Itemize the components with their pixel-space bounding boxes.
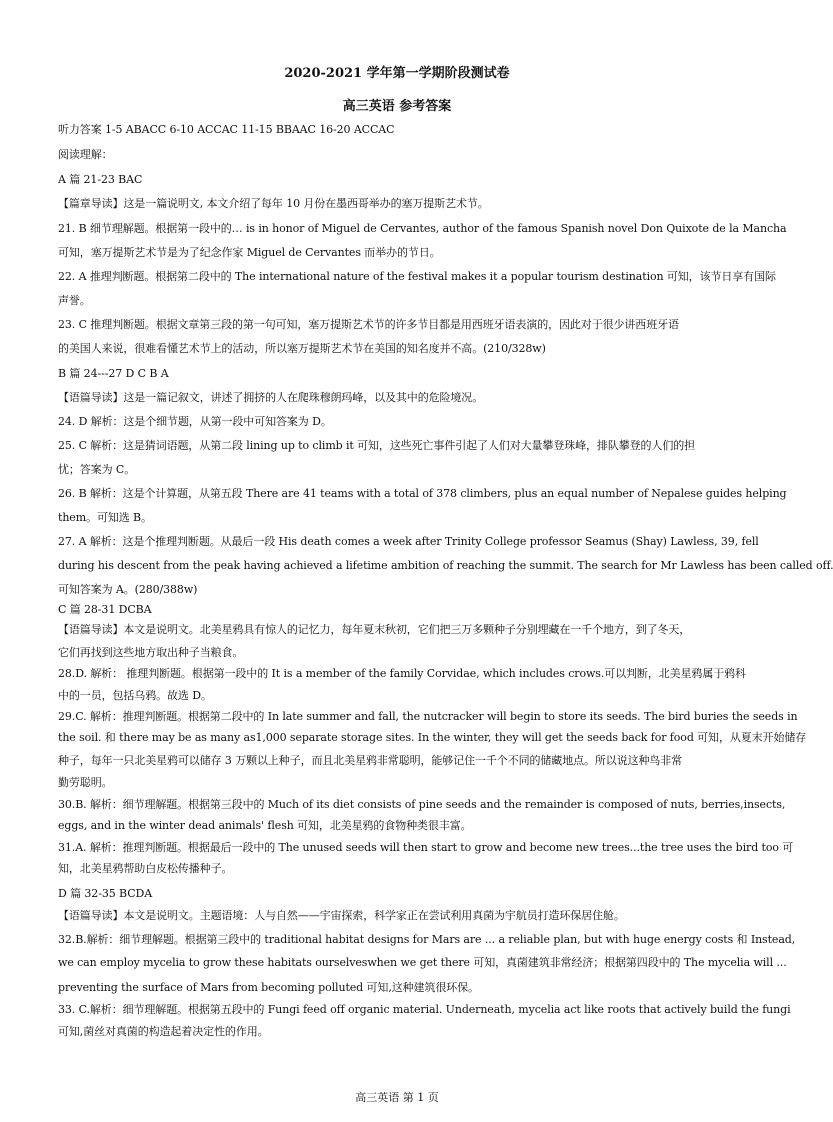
text-line: C 篇 28-31 DCBA <box>58 603 152 616</box>
text-line: we can employ mycelia to grow these habitats ourselveswhen we get there 可知，真菌建筑非常经济；根据第四段中的 The mycelia will ... <box>58 956 787 969</box>
text-line: 种子，每年一只北美星鸦可以储存 3 万颗以上种子，而且北美星鸦非常聪明，能够记住一千个不同的储藏地点。所以说这种鸟非常 <box>58 754 683 767</box>
text-line: 可知，塞万提斯艺术节是为了纪念作家 Miguel de Cervantes 而举办的节日。 <box>58 246 441 259</box>
text-line: 【语篇导读】这是一篇记叙文，讲述了拥挤的人在爬珠穆朗玛峰，以及其中的危险境况。 <box>58 391 484 404</box>
text-line: 忧；答案为 C。 <box>58 463 136 476</box>
text-line: 知，北美星鸦帮助白皮松传播种子。 <box>58 862 233 875</box>
text-line: 26. B 解析：这是个计算题，从第五段 There are 41 teams with a total of 378 climbers, plus an equal number of Nepalese guides helping <box>58 487 787 500</box>
text-line: 25. C 解析：这是猜词语题，从第二段 lining up to climb it 可知，这些死亡事件引起了人们对大量攀登珠峰，排队攀登的人们的担 <box>58 439 696 452</box>
text-line: 24. D 解析：这是个细节题，从第一段中可知答案为 D。 <box>58 415 332 428</box>
text-line: 30.B. 解析：细节理解题。根据第三段中的 Much of its diet consists of pine seeds and the remainder is composed of nuts, berries,insects, <box>58 798 786 811</box>
text-line: D 篇 32-35 BCDA <box>58 887 153 900</box>
text-line: 29.C. 解析：推理判断题。根据第二段中的 In late summer and fall, the nutcracker will begin to store its seeds. The bird buries the seeds in <box>58 710 798 723</box>
text-line: 21. B 细节理解题。根据第一段中的… is in honor of Miguel de Cervantes, author of the famous Spanish novel Don Quixote de la Mancha <box>58 222 787 235</box>
text-line: 它们再找到这些地方取出种子当粮食。 <box>58 646 244 659</box>
text-line: 32.B.解析：细节理解题。根据第三段中的 traditional habitat designs for Mars are ... a reliable plan, but with huge energy costs 和 Instead, <box>58 933 796 946</box>
text-line: 22. A 推理判断题。根据第二段中的 The international nature of the festival makes it a popular tourism destination 可知，该节日享有国际 <box>58 270 776 283</box>
document-title: 2020-2021 学年第一学期阶段测试卷 <box>284 66 510 81</box>
text-line: 勤劳聪明。 <box>58 776 113 789</box>
page-footer: 高三英语 第 1 页 <box>355 1091 439 1104</box>
text-line: 33. C.解析：细节理解题。根据第五段中的 Fungi feed off organic material. Underneath, mycelia act like roots that actively build the fungi <box>58 1003 791 1016</box>
text-line: them。可知选 B。 <box>58 511 152 524</box>
text-line: B 篇 24---27 D C B A <box>58 367 169 380</box>
text-line: 【语篇导读】本文是说明文。主题语境：人与自然——宇宙探索，科学家正在尝试利用真菌为宇航员打造环保居住舱。 <box>58 909 625 922</box>
text-line: A 篇 21-23 BAC <box>58 173 143 186</box>
text-line: 28.D. 解析： 推理判断题。根据第一段中的 It is a member of the family Corvidae, which includes crows.可以判断，北美星鸦属于鸦科 <box>58 667 746 680</box>
text-line: 声誉。 <box>58 294 91 307</box>
text-line: the soil. 和 there may be as many as1,000 separate storage sites. In the winter, they will get the seeds back for food 可知，从夏末开始储存 <box>58 731 807 744</box>
text-line: 听力答案 1-5 ABACC 6-10 ACCAC 11-15 BBAAC 16-20 ACCAC <box>58 123 395 136</box>
text-line: 23. C 推理判断题。根据文章第三段的第一句可知，塞万提斯艺术节的许多节目都是用西班牙语表演的，因此对于很少讲西班牙语 <box>58 318 679 331</box>
text-line: 中的一员，包括乌鸦。故选 D。 <box>58 689 212 702</box>
text-line: 27. A 解析：这是个推理判断题。从最后一段 His death comes a week after Trinity College professor Seamus (Shay) Lawless, 39, fell <box>58 535 759 548</box>
text-line: eggs, and in the winter dead animals' flesh 可知，北美星鸦的食物种类很丰富。 <box>58 819 472 832</box>
document-subtitle: 高三英语 参考答案 <box>342 99 452 114</box>
text-line: during his descent from the peak having achieved a lifetime ambition of reaching the summit. The search for Mr Lawless has been called off. <box>58 559 833 572</box>
text-line: preventing the surface of Mars from becoming polluted 可知,这种建筑很环保。 <box>58 981 479 994</box>
text-line: 可知,菌丝对真菌的构造起着决定性的作用。 <box>58 1025 269 1038</box>
text-line: 【篇章导读】这是一篇说明文, 本文介绍了每年 10 月份在墨西哥举办的塞万提斯艺术节。 <box>58 197 489 210</box>
text-line: 可知答案为 A。(280/388w) <box>58 583 198 596</box>
text-line: 31.A. 解析：推理判断题。根据最后一段中的 The unused seeds will then start to grow and become new trees...the tree uses the bird too 可 <box>58 841 794 854</box>
text-line: 【语篇导读】本文是说明文。北美星鸦具有惊人的记忆力，每年夏末秋初，它们把三万多颗种子分别埋藏在一千个地方，到了冬天， <box>58 623 691 636</box>
text-line: 阅读理解： <box>58 148 113 161</box>
text-line: 的美国人来说，很难看懂艺术节上的活动，所以塞万提斯艺术节在美国的知名度并不高。(210/328w) <box>58 342 546 355</box>
